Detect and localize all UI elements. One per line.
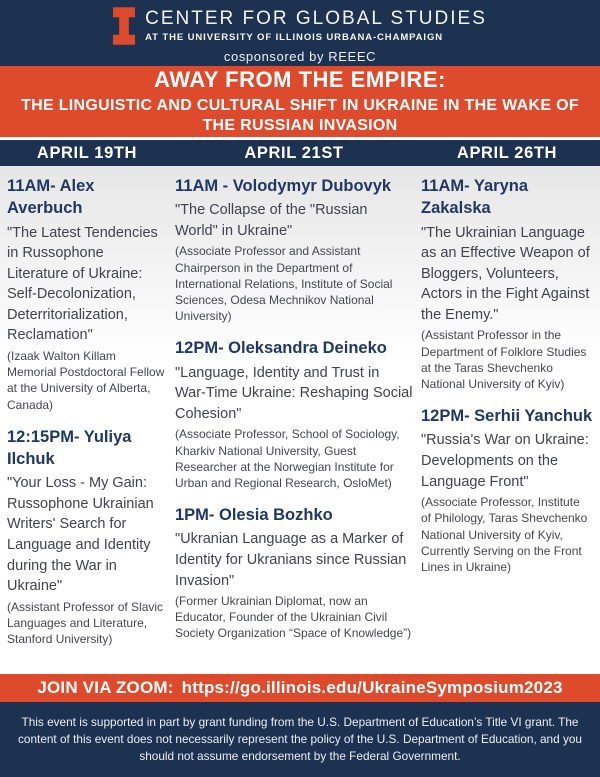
illinois-block-i-icon [113,7,135,45]
session [175,504,413,642]
session [175,337,413,491]
session-affiliation: (Assistant Professor of Slavic Languages and Literature, Stanford University) [7,599,164,647]
grant-disclaimer: This event is supported in part by grant funding from the U.S. Department of Education’s Title VI grant. The content of this event does not necessarily represent the policy of the U.S. Department of Education, and you should not assume endorsement by the Federal Government. [0,702,600,777]
session-talk-title: "The Collapse of the "Russian World" in Ukraine" [175,202,368,239]
join-zoom-label: JOIN VIA ZOOM: [37,678,174,698]
session-talk-title: "The Latest Tendencies in Russophone Literature of Ukraine: Self-Decolonization, Deterritorialization, Reclamation" [7,224,158,344]
session-talk-title: "The Ukrainian Language as an Effective Weapon of Bloggers, Volunteers, Actors in the Fight Against the Enemy." [421,224,590,323]
session-time-speaker: 1PM- Olesia Bozhko [175,506,333,525]
org-subtitle: AT THE UNIVERSITY OF ILLINOIS URBANA-CHAMPAIGN [145,32,444,43]
zoom-link[interactable]: https://go.illinois.edu/UkraineSymposium2023 [181,678,563,698]
date-header-bar [0,140,600,166]
cosponsor-line: cosponsored by REEEC [223,48,377,64]
session-time-speaker: 11AM - Volodymyr Dubovyk [175,177,392,195]
session-talk-title: "Russia's War on Ukraine: Developments on the Language Front" [421,432,589,490]
column-april-19 [7,175,167,674]
session-affiliation: (Former Ukrainian Diplomat, now an Educator, Founder of the Ukrainian Civil Society Organization “Space of Knowledge”) [175,594,412,641]
session-time-speaker: 12:15PM- Yuliya Ilchuk [7,427,132,469]
session-affiliation: (Assistant Professor in the Department of Folklore Studies at the Taras Shevchenko National University of Kyiv) [421,328,587,391]
session-affiliation: (Associate Professor and Assistant Chairperson in the Department of International Relations, Institute of Social Sciences, Odesa Mechnikov National University) [175,244,393,324]
session [421,405,593,575]
column-april-26 [421,175,593,674]
session-affiliation: (Izaak Walton Killam Memorial Postdoctoral Fellow at the University of Alberta, Canada) [7,349,165,412]
session-talk-title: "Your Loss - My Gain: Russophone Ukrainian Writers' Search for Language and Identity during the War in Ukraine" [7,475,154,595]
session-time-speaker: 11AM- Yaryna Zakalska [421,177,529,218]
date-header-april-19: APRIL 19TH [36,143,138,162]
column-april-21 [175,175,413,674]
session-affiliation: (Associate Professor, School of Sociology, Kharkiv National University, Guest Researcher at the Norwegian Institute for Urban and Regional Research, OsloMet) [175,427,400,490]
header [0,0,600,66]
session-talk-title: "Ukranian Language as a Marker of Identity for Ukranians since Russian Invasion" [175,531,407,589]
brand-text [145,8,487,43]
brand-row [113,7,487,45]
session [421,175,593,392]
session-time-speaker: 12PM- Oleksandra Deineko [175,339,387,358]
date-header-april-26: APRIL 26TH [456,143,558,162]
org-name: CENTER FOR GLOBAL STUDIES [145,8,487,29]
event-title: AWAY FROM THE EMPIRE: [154,66,446,92]
join-zoom-bar [0,674,600,702]
session-time-speaker: 12PM- Serhii Yanchuk [421,407,593,426]
session-time-speaker: 11AM- Alex Averbuch [7,177,95,218]
schedule-content [0,166,600,674]
event-subtitle: THE LINGUISTIC AND CULTURAL SHIFT IN UKRAINE IN THE WAKE OF THE RUSSIAN INVASION [21,97,579,135]
date-header-april-21: APRIL 21ST [244,143,344,162]
session [7,426,167,648]
session [7,175,167,413]
session-talk-title: "Language, Identity and Trust in War-Time Ukraine: Reshaping Social Cohesion" [175,364,413,422]
session [175,175,413,324]
session-affiliation: (Associate Professor, Institute of Philology, Taras Shevchenko National University of Kyiv, Currently Serving on the Front Lines in Ukraine) [421,495,588,574]
title-banner [0,66,600,137]
